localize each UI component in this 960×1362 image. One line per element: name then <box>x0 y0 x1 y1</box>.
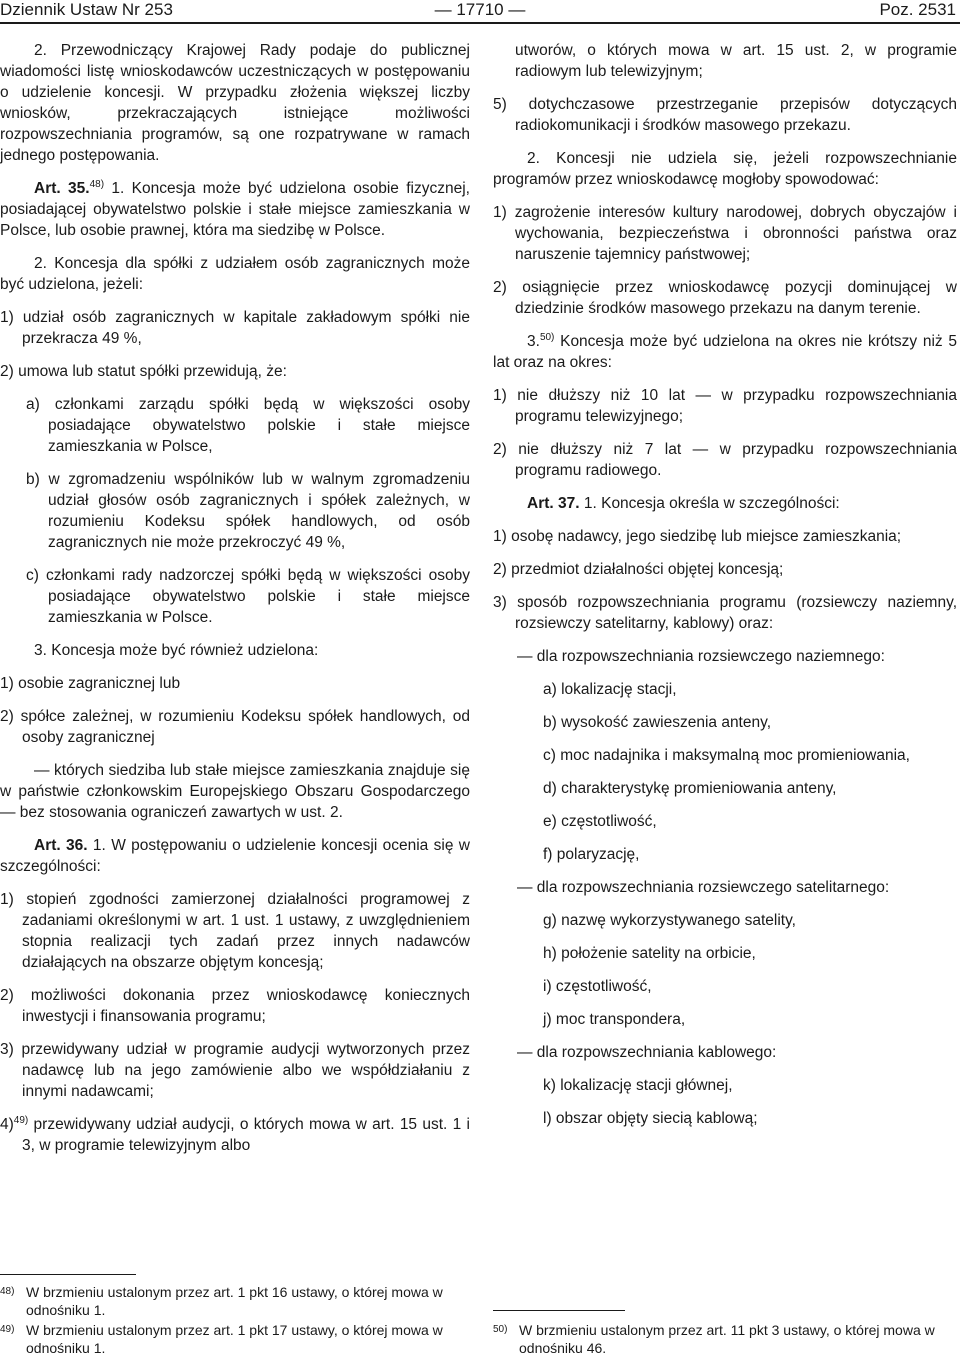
paragraph <box>493 40 957 82</box>
paragraph-text: 1) zagrożenie interesów kultury narodowej, dobrych obyczajów i wychowania, bezpieczeństwa i obronności państwa oraz naruszenie tajemnicy państwowej; <box>493 204 957 263</box>
paragraph <box>493 1042 957 1063</box>
paragraph <box>493 277 957 319</box>
footnote-mark: 50) <box>493 1324 508 1335</box>
footnote-text: W brzmieniu ustalonym przez art. 11 pkt 3 ustawy, o której mowa w odnośniku 46. <box>519 1322 935 1356</box>
paragraph <box>493 592 957 634</box>
paragraph <box>0 361 470 382</box>
paragraph-text: l) obszar objęty siecią kablową; <box>543 1110 758 1127</box>
paragraph-text: 2. Koncesji nie udziela się, jeżeli rozpowszechnianie programów przez wnioskodawcę mogłoby spowodować: <box>493 150 957 188</box>
paragraph-text: h) położenie satelity na orbicie, <box>543 945 756 962</box>
paragraph <box>493 679 957 700</box>
paragraph-text: 1) nie dłuższy niż 10 lat — w przypadku rozpowszechniania programu telewizyjnego; <box>493 387 957 425</box>
paragraph <box>0 640 470 661</box>
paragraph-text: 1. Koncesja określa w szczególności: <box>579 495 840 512</box>
paragraph-text: 1) osobę nadawcy, jego siedzibę lub miejsce zamieszkania; <box>493 528 902 545</box>
position-number: Poz. 2531 <box>879 0 956 19</box>
paragraph-text: d) charakterystykę promieniowania anteny, <box>543 780 837 797</box>
paragraph-text: 1) stopień zgodności zamierzonej działalności programowej z zadaniami określonymi w art. 1 ust. 1 ustawy, z uwzględnieniem stopnia realizacji tych zadań przez innych nadawców działających na obszarze objętym koncesją; <box>0 891 470 971</box>
footnote-reference: 48) <box>89 178 105 190</box>
paragraph <box>493 439 957 481</box>
paragraph-text: b) wysokość zawieszenia anteny, <box>543 714 772 731</box>
footnote-mark: 49) <box>0 1324 15 1335</box>
footnote-separator <box>493 1310 625 1311</box>
paragraph-text: 2) umowa lub statut spółki przewidują, że: <box>0 363 287 380</box>
footnote-reference: 49) <box>13 1114 29 1126</box>
paragraph-text: g) nazwę wykorzystywanego satelity, <box>543 912 796 929</box>
footnote-text: W brzmieniu ustalonym przez art. 1 pkt 16 ustawy, o której mowa w odnośniku 1. <box>26 1284 443 1318</box>
paragraph-text: 2) możliwości dokonania przez wnioskodawcę koniecznych inwestycji i finansowania programu; <box>0 987 470 1025</box>
paragraph <box>0 565 470 628</box>
paragraph <box>493 943 957 964</box>
paragraph-text: 2) przedmiot działalności objętej koncesją; <box>493 561 784 578</box>
paragraph <box>493 910 957 931</box>
paragraph-text: a) lokalizację stacji, <box>543 681 677 698</box>
paragraph <box>493 385 957 427</box>
paragraph-text: 2) nie dłuższy niż 7 lat — w przypadku rozpowszechniania programu radiowego. <box>493 441 957 479</box>
paragraph <box>0 760 470 823</box>
paragraph-text: utworów, o których mowa w art. 15 ust. 2, w programie radiowym lub telewizyjnym; <box>515 42 957 80</box>
paragraph <box>493 331 957 373</box>
paragraph <box>493 646 957 667</box>
paragraph-text: 2) osiągnięcie przez wnioskodawcę pozycji dominującej w dziedzinie środków masowego przekazu na danym terenie. <box>493 279 957 317</box>
paragraph-number: 3. <box>527 333 540 350</box>
paragraph-text: 2. Koncesja dla spółki z udziałem osób zagranicznych może być udzielona, jeżeli: <box>0 255 470 293</box>
paragraph-text: 3. Koncesja może być również udzielona: <box>34 642 319 659</box>
footnote-separator <box>0 1274 136 1275</box>
paragraph <box>0 469 470 553</box>
paragraph-text: b) w zgromadzeniu wspólników lub w walnym zgromadzeniu udział głosów osób zagranicznych i spółek zależnych, w rozumieniu Kodeksu spółek handlowych, od osób zagranicznych nie może przekroczyć 49 %, <box>26 471 470 551</box>
paragraph <box>493 1108 957 1129</box>
paragraph <box>493 526 957 547</box>
paragraph-text: j) moc transpondera, <box>543 1011 686 1028</box>
article-number: Art. 36. <box>34 837 88 854</box>
paragraph <box>0 253 470 295</box>
paragraph <box>493 844 957 865</box>
paragraph-text: Koncesja może być udzielona na okres nie krótszy niż 5 lat oraz na okres: <box>493 333 957 371</box>
paragraph <box>0 985 470 1027</box>
paragraph <box>0 673 470 694</box>
article-number: Art. 35. <box>34 180 90 197</box>
right-column <box>493 40 957 1129</box>
paragraph <box>0 1114 470 1156</box>
paragraph-number: 4) <box>0 1116 14 1133</box>
journal-title: Dziennik Ustaw Nr 253 <box>0 0 173 19</box>
footnote-48 <box>0 1283 470 1319</box>
paragraph <box>0 40 470 166</box>
paragraph <box>493 778 957 799</box>
paragraph <box>493 493 957 514</box>
paragraph <box>493 976 957 997</box>
paragraph-text: f) polaryzację, <box>543 846 640 863</box>
footnote-mark: 48) <box>0 1286 15 1297</box>
paragraph-text: k) lokalizację stacji głównej, <box>543 1077 733 1094</box>
paragraph-text: 1) udział osób zagranicznych w kapitale zakładowym spółki nie przekracza 49 %, <box>0 309 470 347</box>
paragraph <box>493 1075 957 1096</box>
paragraph-text: — dla rozpowszechniania kablowego: <box>517 1044 777 1061</box>
paragraph-text: c) członkami rady nadzorczej spółki będą w większości osoby posiadające obywatelstwo polskie i stałe miejsce zamieszkania w Polsce. <box>26 567 470 626</box>
page-number: — 17710 — <box>434 0 526 19</box>
paragraph-text: — dla rozpowszechniania rozsiewczego naziemnego: <box>517 648 885 665</box>
paragraph <box>493 148 957 190</box>
paragraph <box>493 877 957 898</box>
footnote-text: W brzmieniu ustalonym przez art. 1 pkt 17 ustawy, o której mowa w odnośniku 1. <box>26 1322 443 1356</box>
paragraph-text: 3) przewidywany udział w programie audycji wytworzonych przez nadawcę lub na jego zamówienie albo we współdziałaniu z innymi nadawcami; <box>0 1041 470 1100</box>
paragraph-text: 3) sposób rozpowszechniania programu (rozsiewczy naziemny, rozsiewczy satelitarny, kablowy) oraz: <box>493 594 957 632</box>
left-column <box>0 40 470 1156</box>
article-number: Art. 37. <box>527 495 580 512</box>
paragraph <box>0 706 470 748</box>
paragraph-text: c) moc nadajnika i maksymalną moc promieniowania, <box>543 747 910 764</box>
paragraph-text: a) członkami zarządu spółki będą w większości osoby posiadające obywatelstwo polskie i stałe miejsce zamieszkania w Polsce, <box>26 396 470 455</box>
paragraph <box>0 307 470 349</box>
paragraph-text: — dla rozpowszechniania rozsiewczego satelitarnego: <box>517 879 890 896</box>
paragraph <box>0 178 470 241</box>
paragraph-text: i) częstotliwość, <box>543 978 652 995</box>
footnote-50 <box>493 1321 957 1357</box>
footnote-reference: 50) <box>539 331 555 343</box>
paragraph-text: przewidywany udział audycji, o których mowa w art. 15 ust. 1 i 3, w programie telewizyjnym albo <box>22 1116 470 1154</box>
paragraph-text: 1. Koncesja może być udzielona osobie fizycznej, posiadającej obywatelstwo polskie i stałe miejsce zamieszkania w Polsce, lub osobie prawnej, która ma siedzibę w Polsce. <box>0 180 470 239</box>
paragraph-text: e) częstotliwość, <box>543 813 657 830</box>
paragraph <box>493 811 957 832</box>
paragraph-text: 2) spółce zależnej, w rozumieniu Kodeksu spółek handlowych, od osoby zagranicznej <box>0 708 470 746</box>
paragraph-text: 5) dotychczasowe przestrzeganie przepisów dotyczących radiokomunikacji i środków masowego przekazu. <box>493 96 957 134</box>
paragraph <box>0 394 470 457</box>
paragraph <box>493 94 957 136</box>
paragraph <box>493 202 957 265</box>
paragraph <box>493 745 957 766</box>
paragraph-text: 2. Przewodniczący Krajowej Rady podaje do publicznej wiadomości listę wnioskodawców uczestniczących w postępowaniu o udzielenie koncesji. W przypadku złożenia większej liczby wniosków, przekraczających istniejące możliwości rozpowszechniania programów, są one rozpatrywane w ramach jednego postępowania. <box>0 42 470 164</box>
paragraph <box>0 1039 470 1102</box>
page-header <box>0 0 960 24</box>
paragraph-text: 1. W postępowaniu o udzielenie koncesji ocenia się w szczególności: <box>0 837 470 875</box>
paragraph <box>493 559 957 580</box>
paragraph-text: 1) osobie zagranicznej lub <box>0 675 181 692</box>
paragraph <box>0 889 470 973</box>
paragraph <box>0 835 470 877</box>
footnote-49 <box>0 1321 470 1357</box>
paragraph <box>493 712 957 733</box>
paragraph-text: — których siedziba lub stałe miejsce zamieszkania znajduje się w państwie członkowskim Europejskiego Obszaru Gospodarczego — bez stosowania ograniczeń zawartych w ust. 2. <box>0 762 470 821</box>
paragraph <box>493 1009 957 1030</box>
